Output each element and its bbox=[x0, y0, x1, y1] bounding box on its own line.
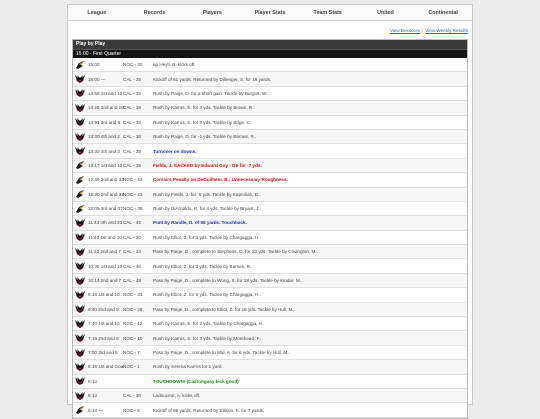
play-time-down: 7:00 3rd and 5 bbox=[88, 350, 118, 355]
noc-team-logo-icon bbox=[75, 204, 85, 214]
play-time-down: 10:14 2nd and 7 bbox=[88, 278, 122, 284]
play-time-down: 11:43 4th and 33 bbox=[88, 220, 123, 226]
play-time-down: 6:13 — bbox=[88, 407, 103, 413]
view-links bbox=[68, 28, 472, 38]
view-boxscore-link[interactable]: View Boxscore bbox=[389, 28, 421, 33]
play-time-down: 13:17 1st and 10 bbox=[88, 162, 123, 168]
play-description: Rush by Fields, J. for -5 yds. Tackle by Kaprolian, D.. bbox=[153, 191, 261, 197]
play-description: TOUCHDOWN! (Castonguay kick good) bbox=[153, 378, 239, 384]
play-description: Kickoff of 61 yards. Returned by Dillenger, S. for 19 yards. bbox=[153, 76, 272, 82]
top-nav bbox=[68, 5, 472, 21]
play-description: Pass by Paige, D., complete to Wong, S. for 18 yds. Tackle by Kinder, M.. bbox=[153, 278, 303, 284]
play-time-down: 15:00 bbox=[88, 62, 100, 68]
play-row bbox=[73, 231, 467, 245]
play-description: Corsairs Penalty on DeGuilhem, B.: Unnecessary Roughness. bbox=[153, 177, 288, 183]
noc-team-logo-icon bbox=[75, 175, 85, 185]
play-description: Rush by Elliot, Z. for 3 yds. Tackle by Chargagga, H.. bbox=[153, 234, 261, 240]
play-row bbox=[73, 130, 467, 144]
play-row bbox=[73, 144, 467, 158]
play-field-position: CAL - 42 bbox=[123, 220, 141, 226]
play-field-position: CAL - 35 bbox=[123, 148, 141, 154]
play-time-down: 13:30 4th and 2 bbox=[88, 134, 120, 140]
play-description: Rush by Paige, D. for a short gain. Tackle by Burgos, W.. bbox=[153, 90, 269, 96]
cal-team-logo-icon bbox=[75, 333, 85, 343]
cal-team-logo-icon bbox=[75, 319, 85, 329]
play-row bbox=[73, 173, 467, 187]
play-time-down: 9:18 1st and 10 bbox=[88, 292, 120, 298]
cal-team-logo-icon bbox=[75, 132, 85, 142]
play-description: Fields, J. SACKED by Edward Guy - DE for -7 yds. bbox=[153, 162, 262, 168]
play-description: Rush by DiArnaldo, R. for 4 yds. Tackle by Bryant, J.. bbox=[153, 206, 261, 212]
cal-team-logo-icon bbox=[75, 117, 85, 127]
play-description: Punt by Randle, D. of 58 yards. Touchback. bbox=[153, 220, 247, 226]
nav-team-stats[interactable]: Team Stats bbox=[313, 10, 342, 16]
play-row bbox=[73, 188, 467, 202]
play-field-position: CAL - 20 bbox=[123, 234, 141, 240]
cal-team-logo-icon bbox=[75, 74, 85, 84]
play-row bbox=[73, 317, 467, 331]
play-time-down: 7:40 1st and 10 bbox=[88, 321, 120, 327]
cal-team-logo-icon bbox=[75, 376, 85, 386]
play-description: Rush by Serena Karros for 1 yard. bbox=[153, 364, 223, 370]
nav-records[interactable]: Records bbox=[143, 10, 166, 16]
nav-united[interactable]: United bbox=[377, 10, 394, 16]
play-description: Rush by Paige, D. for -1 yds. Tackle by Barnes, R.. bbox=[153, 134, 257, 140]
play-description: Rush by Elliot, Z. for 5 yds. Tackle by Chargagga, H.. bbox=[153, 292, 261, 298]
play-field-position: CAL - 46 bbox=[123, 263, 141, 269]
cal-team-logo-icon bbox=[75, 391, 85, 401]
play-time-down: 10:35 1st and 10 bbox=[88, 263, 123, 269]
play-row bbox=[73, 346, 467, 360]
play-time-down: 13:30 4th and 3 bbox=[88, 148, 120, 154]
play-description: Rush by Karros, S. for 4 yds. Tackle by Edge, C.. bbox=[153, 119, 253, 125]
play-description: Rush by Elliot, Z. for 3 yds. Tackle by Barnes, R.. bbox=[153, 263, 253, 269]
play-field-position: CAL - 23 bbox=[123, 249, 141, 255]
cal-team-logo-icon bbox=[75, 304, 85, 314]
play-row bbox=[73, 331, 467, 345]
play-row bbox=[73, 389, 467, 403]
play-time-down: 14:28 2nd and 10 bbox=[88, 105, 124, 111]
play-field-position: CAL - 32 bbox=[123, 119, 141, 125]
nav-league[interactable]: League bbox=[87, 10, 107, 16]
cal-team-logo-icon bbox=[75, 247, 85, 257]
play-field-position: CAL - 28 bbox=[123, 90, 141, 96]
play-by-play-table bbox=[72, 39, 468, 419]
play-field-position: NOC - 5 bbox=[123, 407, 140, 413]
play-row bbox=[73, 274, 467, 288]
play-time-down: 11:22 2nd and 7 bbox=[88, 249, 121, 255]
play-description: Rush by Karros, S. for 4 yds. Tackle by Brown, R.. bbox=[153, 105, 255, 111]
play-row bbox=[73, 245, 467, 259]
play-time-down: 6:13 bbox=[88, 378, 97, 384]
play-field-position: NOC - 38 bbox=[123, 206, 143, 212]
play-row bbox=[73, 360, 467, 374]
play-description: Kickoff of 66 yards. Returned by Ellison, K. for 7 yards. bbox=[153, 407, 265, 413]
cal-team-logo-icon bbox=[75, 103, 85, 113]
play-time-down: 12:49 2nd and 32 bbox=[88, 177, 124, 183]
play-description: Turnover on downs. bbox=[153, 148, 197, 154]
noc-team-logo-icon bbox=[75, 160, 85, 170]
play-field-position: CAL - 35 bbox=[123, 162, 141, 168]
noc-team-logo-icon bbox=[75, 405, 85, 415]
play-description: Ladouceur, A. kicks off. bbox=[153, 393, 201, 399]
play-row bbox=[73, 288, 467, 302]
play-field-position: CAL - 49 bbox=[123, 278, 141, 284]
play-time-down: 11:40 1st and 10 bbox=[88, 234, 122, 240]
play-time-down: 12:30 2nd and 32 bbox=[88, 191, 124, 197]
view-weekly-results-link[interactable]: View Weekly Results bbox=[425, 28, 468, 33]
play-row bbox=[73, 403, 467, 417]
nav-continental[interactable]: Continental bbox=[428, 10, 458, 16]
play-description: ap Heyll, B. kicks off. bbox=[153, 62, 196, 68]
play-row bbox=[73, 303, 467, 317]
play-field-position: NOC - 10 bbox=[123, 335, 143, 341]
play-field-position: CAL - 36 bbox=[123, 134, 141, 140]
cal-team-logo-icon bbox=[75, 348, 85, 358]
nav-players[interactable]: Players bbox=[202, 10, 222, 16]
play-row bbox=[73, 375, 467, 389]
play-field-position: NOC - 43 bbox=[123, 177, 143, 183]
play-time-down: 15:00 — bbox=[88, 76, 106, 82]
noc-team-logo-icon bbox=[75, 189, 85, 199]
play-time-down: 6:13 bbox=[88, 393, 97, 399]
cal-team-logo-icon bbox=[75, 290, 85, 300]
play-field-position: CAL - 25 bbox=[123, 76, 141, 82]
nav-player-stats[interactable]: Player Stats bbox=[254, 10, 286, 16]
play-time-down: 14:58 1st and 10 bbox=[88, 90, 123, 96]
play-row bbox=[73, 116, 467, 130]
play-row bbox=[73, 72, 467, 86]
play-row bbox=[73, 159, 467, 173]
play-field-position: NOC - 28 bbox=[123, 306, 143, 312]
cal-team-logo-icon bbox=[75, 146, 85, 156]
play-row bbox=[73, 58, 467, 72]
play-description: Rush by Karros, S. for 3 yds. Tackle by Morehead, F.. bbox=[153, 335, 262, 341]
play-field-position: NOC - 1 bbox=[123, 364, 140, 370]
main-panel bbox=[67, 4, 473, 413]
play-description: Pass by Paige, D., complete to Mal, A. for 6 yds. Tackle by Hull, M.. bbox=[153, 350, 290, 355]
link-separator: | bbox=[422, 28, 424, 33]
play-time-down: 6:19 1st and Goal bbox=[88, 364, 125, 370]
cal-team-logo-icon bbox=[75, 218, 85, 228]
play-row bbox=[73, 216, 467, 230]
play-field-position: NOC - 7 bbox=[123, 350, 140, 355]
cal-team-logo-icon bbox=[75, 261, 85, 271]
play-row bbox=[73, 87, 467, 101]
play-time-down: 7:15 2nd and 8 bbox=[88, 335, 119, 341]
quarter-header: 15:00 - First Quarter bbox=[73, 49, 467, 58]
noc-team-logo-icon bbox=[75, 60, 85, 70]
cal-team-logo-icon bbox=[75, 88, 85, 98]
play-list bbox=[73, 58, 467, 418]
table-title: Play by Play bbox=[73, 40, 467, 49]
cal-team-logo-icon bbox=[75, 232, 85, 242]
play-description: Rush by Karros, S. for 2 yds. Tackle by Chargagga, H.. bbox=[153, 321, 265, 327]
play-field-position: NOC - 12 bbox=[123, 321, 143, 327]
play-field-position: NOC - 33 bbox=[123, 292, 143, 298]
play-description: Pass by Paige, D., complete to Elliot, Z. for 16 yds. Tackle by Hull, M.. bbox=[153, 306, 295, 312]
play-time-down: 8:40 2nd and 5 bbox=[88, 306, 119, 312]
play-description: Pass by Paige, D., complete to Stephens, O. for 23 yds. Tackle by Covington, M.. bbox=[153, 249, 318, 255]
play-row bbox=[73, 259, 467, 273]
play-row bbox=[73, 202, 467, 216]
play-field-position: NOC - 43 bbox=[123, 191, 143, 197]
cal-team-logo-icon bbox=[75, 276, 85, 286]
play-field-position: NOC - 30 bbox=[123, 62, 143, 68]
play-row bbox=[73, 101, 467, 115]
play-field-position: CAL - 28 bbox=[123, 105, 141, 111]
play-time-down: 12:05 3rd and 37 bbox=[88, 206, 123, 212]
cal-team-logo-icon bbox=[75, 362, 85, 372]
play-time-down: 13:51 3rd and 6 bbox=[88, 119, 121, 125]
play-field-position: CAL - 30 bbox=[123, 393, 141, 399]
